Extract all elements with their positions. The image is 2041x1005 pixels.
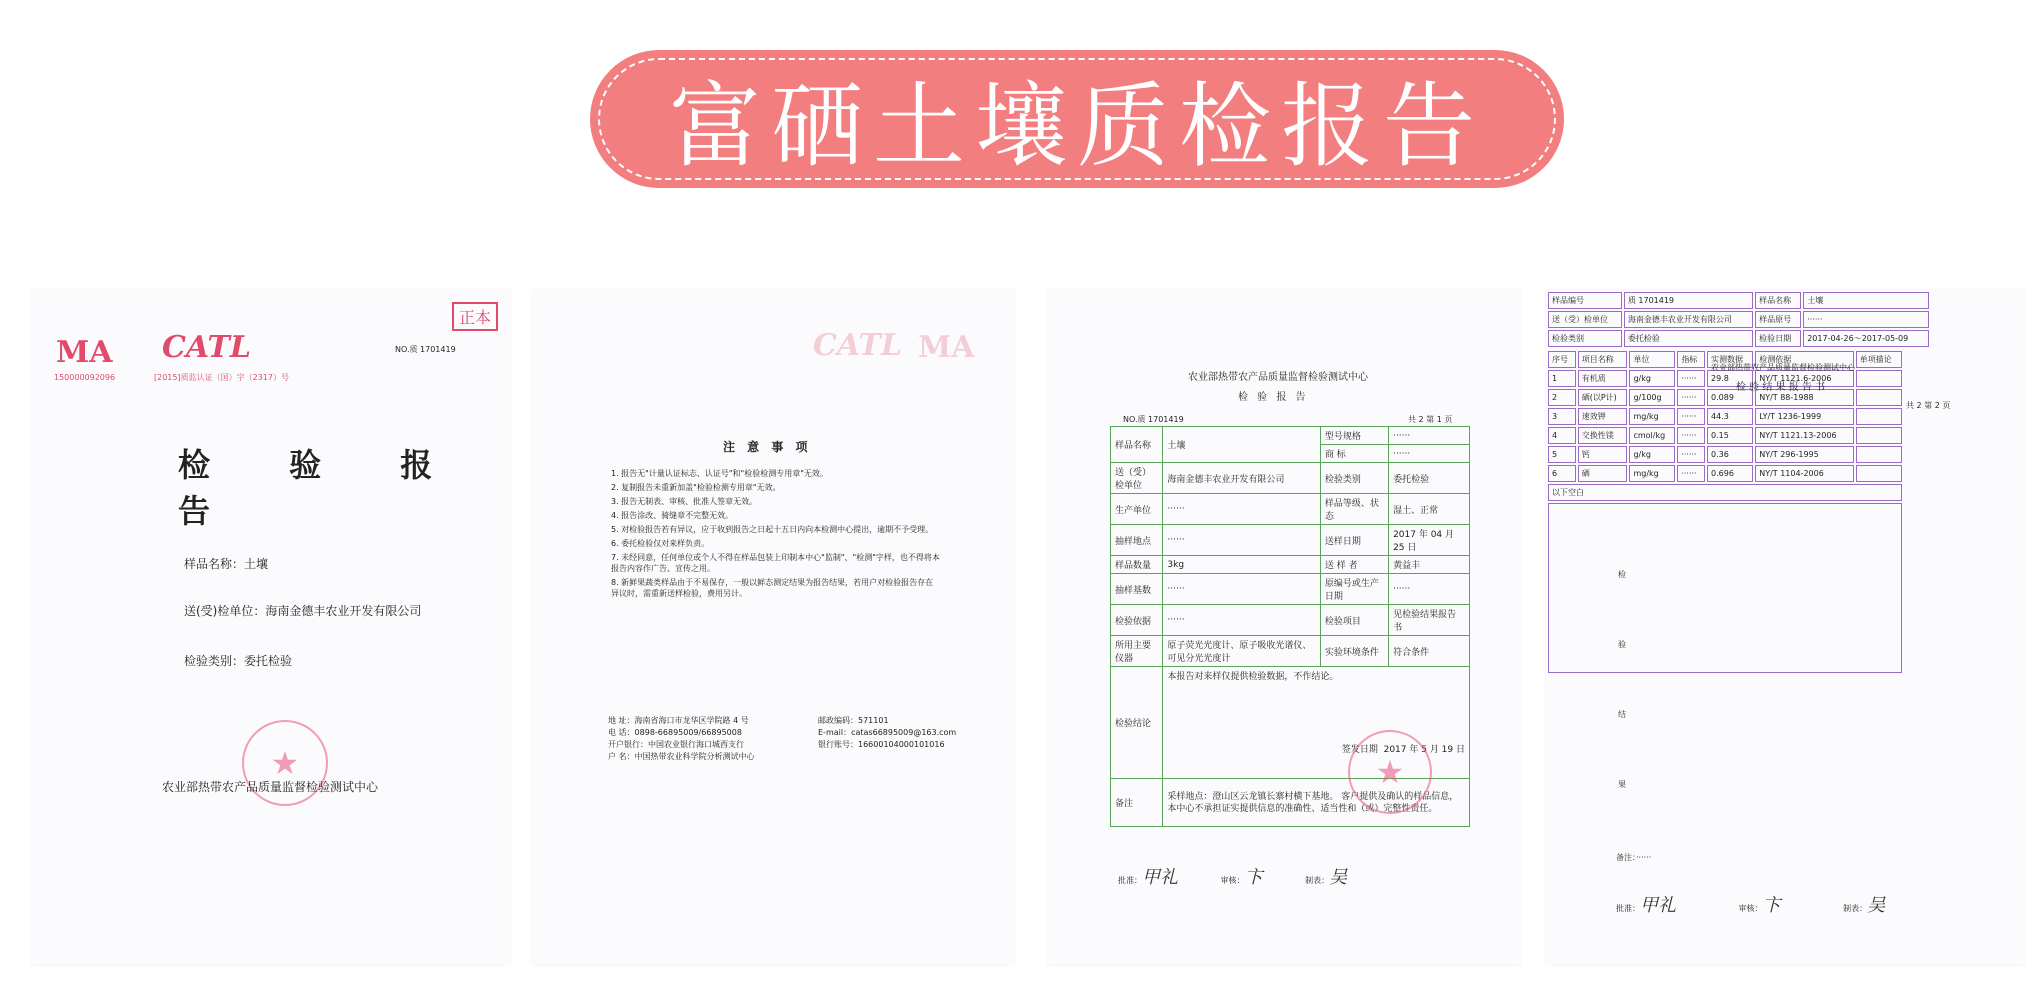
cma-logo: MA — [56, 335, 113, 370]
client-value: 海南金德丰农业开发有限公司 — [265, 604, 422, 618]
contact-left — [608, 715, 755, 763]
table-cell: 单项描论 — [1856, 351, 1902, 368]
cma-logo-faded: MA — [918, 330, 975, 365]
page4-remark: 备注：······ — [1616, 853, 1652, 862]
page4-page: 共 2 第 2 页 — [1906, 401, 1951, 410]
table-cell: 检验依据 — [1111, 605, 1163, 636]
catl-cert-line: [2015]质监认证（国）字（2317）号 — [154, 373, 289, 382]
table-cell: 采样地点：澄山区云龙镇长寨村横下基地。 客户提供及确认的样品信息，本中心不承担证实提供信息的准确性、适当性和（或）完整性责任。 — [1163, 779, 1470, 827]
table-cell: 检测依据 — [1755, 351, 1854, 368]
results-header-table — [1546, 290, 1931, 349]
table-cell: 4 — [1548, 427, 1576, 444]
table-cell: 29.8 — [1707, 370, 1753, 387]
table-cell: 3 — [1548, 408, 1576, 425]
table-cell: 1 — [1548, 370, 1576, 387]
sample-name-label: 样品名称： — [184, 557, 245, 571]
note-item: 4. 报告涂改、骑缝章不完整无效。 — [611, 511, 734, 520]
table-cell: 检验日期 — [1755, 330, 1801, 347]
table-cell: 土壤 — [1803, 292, 1929, 309]
email-line: E-mail：catas66895009@163.com — [818, 728, 957, 737]
table-cell: g/kg — [1629, 446, 1675, 463]
page4-signatures: 批准：甲礼 审核：卞 制表：吴 — [1616, 895, 1886, 916]
page3-signatures: 批准：甲礼 审核：卞 制表：吴 — [1118, 867, 1348, 888]
table-cell: NY/T 1104-2006 — [1755, 465, 1854, 482]
table-cell: NY/T 1121.13-2006 — [1755, 427, 1854, 444]
table-row — [1548, 465, 1902, 482]
table-cell: 0.696 — [1707, 465, 1753, 482]
table-cell — [1548, 503, 1902, 673]
phone-line: 电 话：0898-66895009/66895008 — [608, 728, 742, 737]
report-detail-page — [1048, 290, 1520, 965]
seal-star-icon: ★ — [270, 744, 300, 782]
table-cell: 单位 — [1629, 351, 1675, 368]
test-type-row — [184, 652, 292, 669]
table-cell: 委托检验 — [1389, 463, 1470, 494]
table-cell: mg/kg — [1629, 465, 1675, 482]
table-row — [1548, 389, 1902, 406]
table-cell: 钙 — [1578, 446, 1628, 463]
table-cell: 样品数量 — [1111, 556, 1163, 574]
table-cell: ······ — [1163, 574, 1320, 605]
page3-title: 检 验 报 告 — [1238, 392, 1309, 403]
table-cell: ······ — [1163, 494, 1320, 525]
report-title: 检 验 报 告 — [178, 446, 467, 530]
page4-org: 农业部热带农产品质量监督检验测试中心 — [1711, 363, 1855, 372]
table-cell: 项目名称 — [1578, 351, 1628, 368]
table-cell: 黄益丰 — [1389, 556, 1470, 574]
address-line: 地 址：海南省海口市龙华区学院路 4 号 — [608, 716, 749, 725]
table-cell: 0.089 — [1707, 389, 1753, 406]
table-cell: 抽样基数 — [1111, 574, 1163, 605]
table-cell — [1856, 389, 1902, 406]
bankno-line: 银行账号：16600104000101016 — [818, 740, 945, 749]
table-cell: 以下空白 — [1548, 484, 1902, 501]
table-cell: 2017 年 04 月 25 日 — [1389, 525, 1470, 556]
page3-page: 共 2 第 1 页 — [1408, 415, 1453, 424]
note-item: 5. 对检验报告若有异议，应于收到报告之日起十五日内向本检测中心提出，逾期不予受理。 — [611, 525, 934, 534]
table-cell: 0.36 — [1707, 446, 1753, 463]
page3-org: 农业部热带农产品质量监督检验测试中心 — [1188, 372, 1368, 383]
note-item: 2. 复制报告未重新加盖"检验检测专用章"无效。 — [611, 483, 781, 492]
report-cover-page — [32, 290, 510, 965]
table-cell: 检验类别 — [1548, 330, 1622, 347]
table-cell: ······ — [1677, 408, 1705, 425]
table-cell: 0.15 — [1707, 427, 1753, 444]
contact-right — [818, 715, 956, 751]
table-cell: 检验结论 — [1111, 667, 1163, 779]
table-cell: g/100g — [1629, 389, 1675, 406]
table-cell: 生产单位 — [1111, 494, 1163, 525]
table-cell: ······ — [1163, 605, 1320, 636]
cma-code: 150000092096 — [54, 373, 116, 382]
table-cell: 样品编号 — [1548, 292, 1622, 309]
table-cell — [1856, 370, 1902, 387]
table-cell: 样品名称 — [1111, 427, 1163, 463]
table-row — [1548, 446, 1902, 463]
table-cell: mg/kg — [1629, 408, 1675, 425]
note-item: 3. 报告无制表、审核、批准人签章无效。 — [611, 497, 758, 506]
table-cell: 商 标 — [1320, 445, 1388, 463]
table-cell: 海南金德丰农业开发有限公司 — [1163, 463, 1320, 494]
table-cell: 2 — [1548, 389, 1576, 406]
table-cell: 样品等级、状态 — [1320, 494, 1388, 525]
table-cell: NY/T 1121.6-2006 — [1755, 370, 1854, 387]
table-cell: ······ — [1677, 427, 1705, 444]
table-cell: ······ — [1677, 446, 1705, 463]
table-cell: 序号 — [1548, 351, 1576, 368]
table-cell: 指标 — [1677, 351, 1705, 368]
table-cell: 实验环境条件 — [1320, 636, 1388, 667]
table-cell: ······ — [1163, 525, 1320, 556]
results-side-label: 检 验 结 果 — [1618, 570, 1626, 789]
catl-logo: CATL — [162, 330, 251, 365]
table-cell: LY/T 1236-1999 — [1755, 408, 1854, 425]
note-item: 8. 新鲜果蔬类样品由于不易保存，一般以鲜态测定结果为报告结果，若用户对检验报告存在异议时，需重新送样检验，费用另计。 — [611, 578, 934, 598]
bank-line: 开户银行：中国农业银行海口城西支行 — [608, 740, 744, 749]
table-cell: 2017-04-26～2017-05-09 — [1803, 330, 1929, 347]
table-cell: 实测数据 — [1707, 351, 1753, 368]
table-cell: 3kg — [1163, 556, 1320, 574]
account-line: 户 名：中国热带农业科学院分析测试中心 — [608, 752, 755, 761]
seal-star-icon: ★ — [1375, 753, 1405, 791]
table-cell: 检验类别 — [1320, 463, 1388, 494]
table-cell: 6 — [1548, 465, 1576, 482]
table-cell — [1856, 427, 1902, 444]
zip-line: 邮政编码：571101 — [818, 716, 889, 725]
table-row — [1548, 427, 1902, 444]
table-cell: NY/T 88-1988 — [1755, 389, 1854, 406]
table-cell: 送（受）检单位 — [1548, 311, 1622, 328]
results-data-table — [1546, 349, 1904, 675]
table-cell: 湿土、正常 — [1389, 494, 1470, 525]
note-item: 6. 委托检验仅对来样负责。 — [611, 539, 710, 548]
table-cell: 原编号或生产日期 — [1320, 574, 1388, 605]
table-cell: 44.3 — [1707, 408, 1753, 425]
table-cell: 送（受）检单位 — [1111, 463, 1163, 494]
table-cell: ······ — [1677, 389, 1705, 406]
catl-logo-faded: CATL — [813, 328, 902, 363]
table-cell: 见检验结果报告书 — [1389, 605, 1470, 636]
test-type-label: 检验类别： — [184, 654, 245, 668]
issuing-organization: 农业部热带农产品质量监督检验测试中心 — [162, 780, 379, 794]
table-cell: 有机质 — [1578, 370, 1628, 387]
table-cell: 型号规格 — [1320, 427, 1388, 445]
page4-title: 检 验 结 果 报 告 书 — [1736, 382, 1826, 393]
table-cell: 土壤 — [1163, 427, 1320, 463]
table-cell: 委托检验 — [1624, 330, 1753, 347]
table-cell: ······ — [1677, 465, 1705, 482]
table-cell: 5 — [1548, 446, 1576, 463]
table-cell: ······ — [1389, 427, 1470, 445]
table-cell: 符合条件 — [1389, 636, 1470, 667]
note-item: 1. 报告无"计量认证标志、认证号"和"检验检测专用章"无效。 — [611, 469, 828, 478]
table-cell: 所用主要仪器 — [1111, 636, 1163, 667]
client-label: 送(受)检单位： — [184, 604, 266, 618]
table-cell: ······ — [1389, 574, 1470, 605]
table-cell: 送样日期 — [1320, 525, 1388, 556]
stamp-original: 正本 — [452, 302, 498, 331]
table-cell: 原子荧光光度计、原子吸收光谱仪、可见分光光度计 — [1163, 636, 1320, 667]
report-results-page — [1546, 290, 2024, 965]
test-type-value: 委托检验 — [244, 654, 293, 668]
table-cell: ······ — [1389, 445, 1470, 463]
table-cell: 硒(以P计) — [1578, 389, 1628, 406]
table-cell: 本报告对来样仅提供检验数据，不作结论。 签发日期 2017 年 5 月 19 日 — [1163, 667, 1470, 779]
table-row — [1548, 408, 1902, 425]
notes-list — [611, 468, 941, 602]
sample-name-row — [184, 555, 268, 572]
table-cell — [1856, 408, 1902, 425]
sample-name-value: 土壤 — [244, 557, 269, 571]
official-seal — [1348, 730, 1432, 814]
table-cell: ······ — [1677, 370, 1705, 387]
client-row — [184, 602, 421, 619]
table-cell: 样品名称 — [1755, 292, 1801, 309]
notes-title: 注 意 事 项 — [723, 440, 812, 454]
table-cell — [1856, 446, 1902, 463]
report-notes-page — [533, 290, 1014, 965]
table-cell: 送 样 者 — [1320, 556, 1388, 574]
table-cell: g/kg — [1629, 370, 1675, 387]
table-cell: cmol/kg — [1629, 427, 1675, 444]
title-banner — [590, 50, 1564, 188]
table-cell: 海南金德丰农业开发有限公司 — [1624, 311, 1753, 328]
table-cell: 交换性镁 — [1578, 427, 1628, 444]
table-cell: NY/T 296-1995 — [1755, 446, 1854, 463]
table-cell: 检验项目 — [1320, 605, 1388, 636]
banner-title: 富硒土壤质检报告 — [668, 73, 1485, 180]
table-cell — [1856, 465, 1902, 482]
table-cell: 备注 — [1111, 779, 1163, 827]
note-item: 7. 未经同意，任何单位或个人不得在样品包装上印制本中心"监制"、"检测"字样，也不得将本报告内容作广告、宣传之用。 — [611, 553, 940, 573]
table-cell: 样品原号 — [1755, 311, 1801, 328]
table-cell: ······ — [1803, 311, 1929, 328]
page3-no: NO.质 1701419 — [1123, 415, 1184, 424]
table-cell: 抽样地点 — [1111, 525, 1163, 556]
report-number: NO.质 1701419 — [395, 345, 456, 354]
table-cell: 硒 — [1578, 465, 1628, 482]
table-cell: 速效钾 — [1578, 408, 1628, 425]
table-cell: 质 1701419 — [1624, 292, 1753, 309]
